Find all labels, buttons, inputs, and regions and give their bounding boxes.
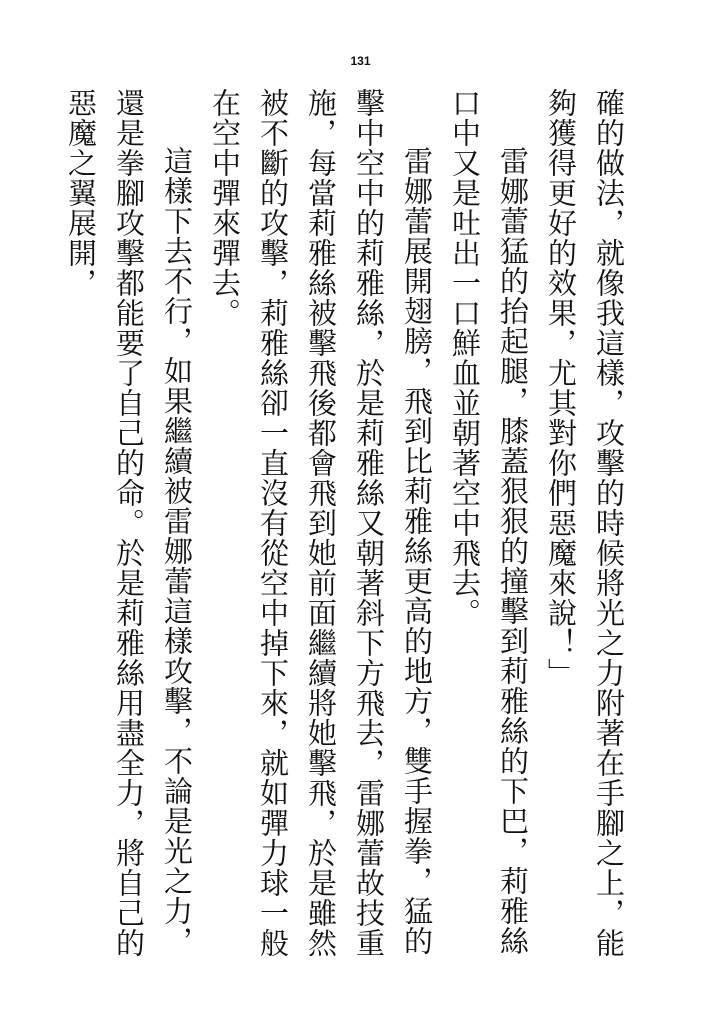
paragraph: 確的做法，就像我這樣，攻擊的時候將光之力附著在手腳之上，能夠獲得更好的效果，尤其對你們惡魔來說！」 [544, 88, 626, 958]
page-number: 131 [350, 54, 371, 68]
body-text [64, 88, 633, 968]
paragraph: 雷娜蕾猛的抬起腿，膝蓋狠狠的撞擊到莉雅絲的下巴，莉雅絲口中又是吐出一口鮮血並朝著空中飛去。 [448, 88, 530, 956]
paragraph: 這樣下去不行，如果繼續被雷娜蕾這樣攻擊，不論是光之力，還是拳腳攻擊都能要了自己的命。於是莉雅絲用盡全力，將自己的惡魔之翼展開， [64, 88, 194, 958]
paragraph: 雷娜蕾展開翅膀，飛到比莉雅絲更高的地方，雙手握拳，猛的擊中空中的莉雅絲，於是莉雅絲又朝著斜下方飛去，雷娜蕾故技重施，每當莉雅絲被擊飛後都會飛到她前面繼續將她擊飛，於是雖然被不斷的攻擊，莉雅絲卻一直沒有從空中掉下來，就如彈力球一般在空中彈來彈去。 [208, 88, 434, 958]
